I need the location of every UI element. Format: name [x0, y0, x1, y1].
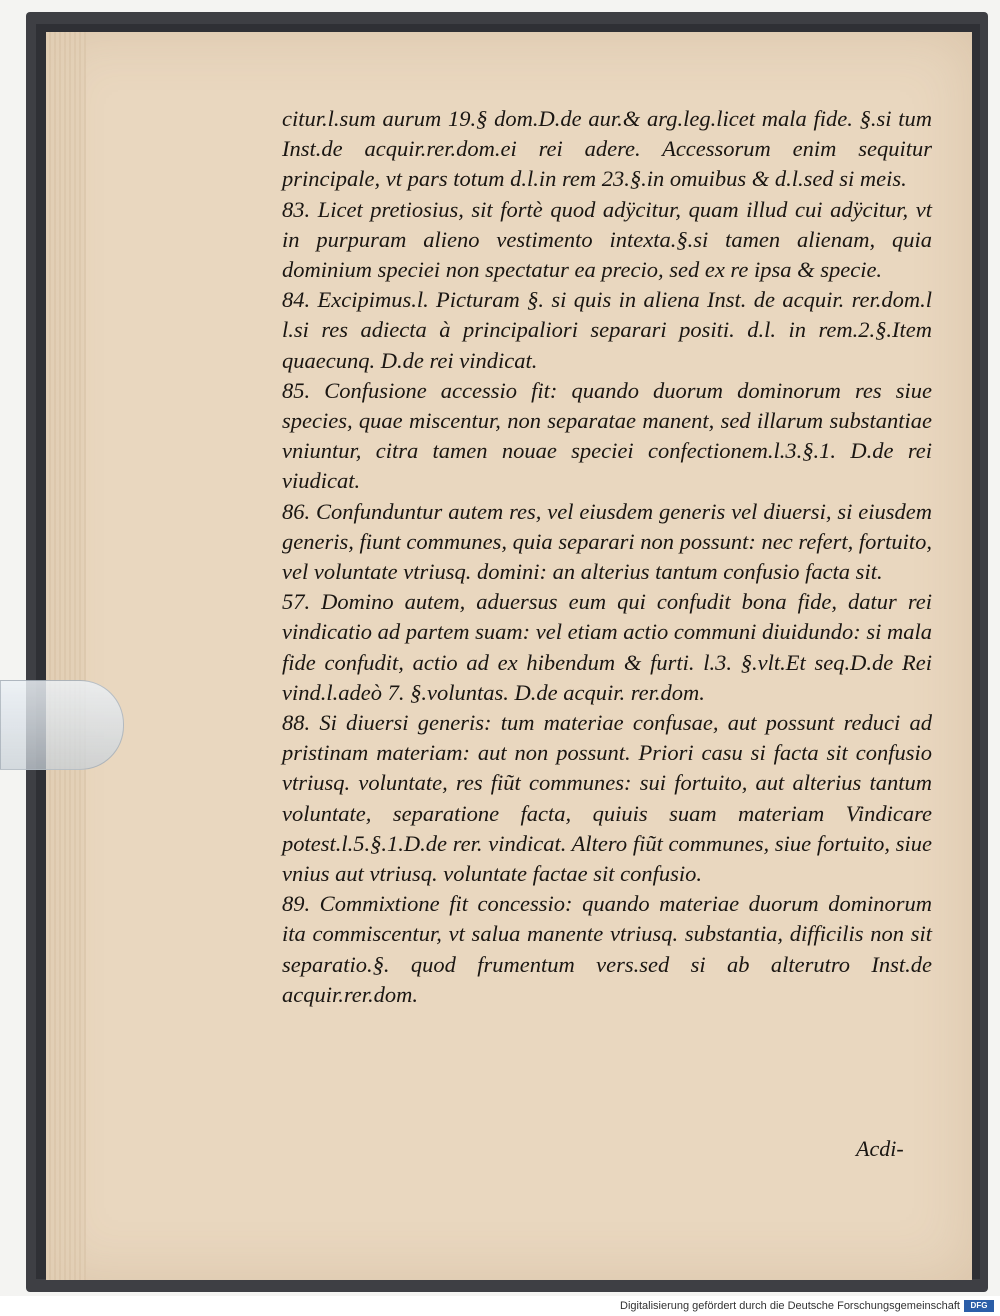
footer — [0, 1296, 1000, 1316]
page-clip — [0, 680, 124, 770]
paragraph-0: citur.l.sum aurum 19.§ dom.D.de aur.& arg.leg.licet mala fide. §.si tum Inst.de acquir.rer.dom.ei rei adere. Accessorum enim sequitur principale, vt pars totum d.l.in rem 23.§.in omuibus & d.l.sed si meis. — [282, 106, 932, 192]
dfg-logo-icon: DFG — [964, 1300, 994, 1312]
paragraph-84: 84. Excipimus.l. Picturam §. si quis in aliena Inst. de acquir. rer.dom.l l.si res adiecta à principaliori separari positi. d.l. in rem.2.§.Item quaecunq. D.de rei vindicat. — [282, 287, 932, 373]
paragraph-88: 88. Si diuersi generis: tum materiae confusae, aut possunt reduci ad pristinam materiam: aut non possunt. Priori casu si facta sit confusio vtriusq. voluntate, res fiũt communes: sui fortuito, aut alterius tantum voluntate, separatione facta, quiuis suam materiam Vindicare potest.l.5.§.1.D.de rer. vindicat. Altero fiũt communes, siue fortuito, siue vnius aut vtriusq. voluntate factae sit confusio. — [282, 710, 932, 887]
paragraph-57: 57. Domino autem, aduersus eum qui confudit bona fide, datur rei vindicatio ad partem suam: vel etiam actio communi diuidundo: si mala fide confudit, actio ad ex hibendum & furti. l.3. §.vlt.Et seq.D.de Rei vind.l.adeò 7. §.voluntas. D.de acquir. rer.dom. — [282, 589, 932, 705]
paragraph-85: 85. Confusione accessio fit: quando duorum dominorum res siue species, quae miscentur, non separatae manent, sed illarum substantiae vniuntur, citra tamen nouae speciei confectionem.l.3.§.1. D.de rei viudicat. — [282, 377, 932, 494]
page-text — [282, 104, 932, 1010]
footer-label: Digitalisierung gefördert durch die Deutsche Forschungsgemeinschaft — [620, 1300, 960, 1312]
paragraph-83: 83. Licet pretiosius, sit fortè quod adÿcitur, quam illud cui adÿcitur, vt in purpuram alieno vestimento intexta.§.si tamen alienam, quia dominium speciei non spectatur ea precio, sed ex re ipsa & specie. — [282, 196, 932, 283]
paragraph-89: 89. Commixtione fit concessio: quando materiae duorum dominorum ita commiscentur, vt salua manente vtriusq. substantia, difficilis non sit separatio.§. quod frumentum vers.sed si ab alterutro Inst.de acquir.rer.dom. — [282, 891, 932, 1007]
paragraph-86: 86. Confunduntur autem res, vel eiusdem generis vel diuersi, si eiusdem generis, fiunt communes, quia separari non possunt: nec refert, fortuito, vel voluntate vtriusq. domini: an alterius tantum confusio facta sit. — [282, 498, 932, 585]
catchword: Acdi- — [856, 1136, 904, 1161]
page-edges — [46, 32, 86, 1280]
